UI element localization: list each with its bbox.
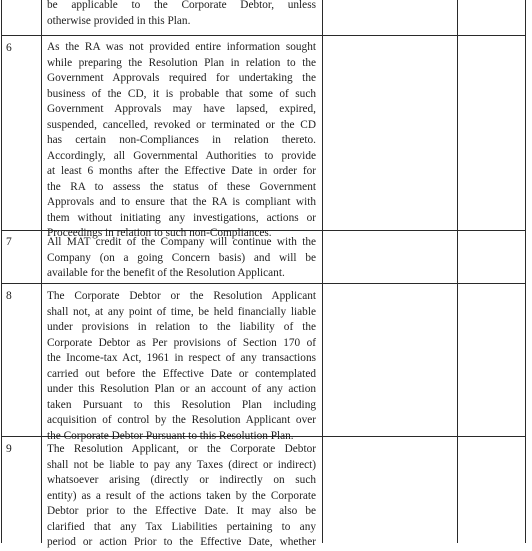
text-line: under provisions in relation to the liability of the: [47, 321, 316, 333]
text-line: business of the CD, it is probable that some of such: [47, 87, 316, 100]
text-line: As the RA was not provided entire information sought: [47, 41, 316, 53]
text-line: clarified that any Tax Liabilities pertaining to any: [47, 520, 316, 533]
text-line: Government Approvals may have lapsed, expired,: [47, 103, 316, 115]
text-line: Corporate Debtor as Per provisions of Section 170 of: [47, 336, 316, 349]
text-line: carried out before the Effective Date or contemplated: [47, 367, 316, 380]
text-line: them without initiating any investigations, actions or: [47, 211, 316, 224]
text-line: The Resolution Applicant, or the Corporate Debtor: [47, 443, 316, 455]
text-line: shall not be liable to pay any Taxes (direct or indirect): [47, 458, 316, 471]
table-column-divider: [41, 0, 42, 543]
text-line: Company (on a going Concern basis) and will be: [47, 251, 316, 264]
table-column-divider: [457, 0, 458, 543]
text-line: acquisition of control by the Resolution Applicant over: [47, 414, 316, 426]
text-line: taken Pursuant to this Resolution Plan including: [47, 398, 316, 411]
text-line: period or action Prior to the Effective Date, whether: [47, 536, 316, 548]
text-line: the Income-tax Act, 1961 in respect of any transactions: [47, 352, 316, 364]
table-row-divider: [1, 35, 526, 36]
text-line: be applicable to the Corporate Debtor, unless: [47, 0, 316, 11]
text-line: Proceedings in relation to such non-Compliances.: [47, 227, 272, 239]
table-column-divider: [322, 0, 323, 543]
text-line: whatsoever arising (directly or indirectly on such: [47, 474, 316, 486]
row-number: 7: [6, 236, 12, 248]
text-line: Government Approvals required for undertaking the: [47, 72, 316, 84]
text-line: All MAT credit of the Company will continue with the: [47, 236, 316, 248]
text-line: the RA to assess the status of these Government: [47, 180, 316, 193]
text-line: Approvals and to ensure that the RA is compliant with: [47, 196, 316, 208]
table-border-left: [1, 0, 2, 543]
text-line: shall not, at any point of time, be held financially liable: [47, 305, 316, 318]
row-number: 6: [6, 42, 12, 54]
text-line: Accordingly, all Governmental Authorities to provide: [47, 149, 316, 162]
text-line: at least 6 months after the Effective Date in order for: [47, 165, 316, 177]
text-line: has certain non-Compliances in relation thereto.: [47, 134, 316, 146]
text-line: while preparing the Resolution Plan in relation to the: [47, 56, 316, 69]
text-line: under this Resolution Plan or an account of any action: [47, 383, 316, 395]
row-number: 8: [6, 290, 12, 302]
text-line: Debtor prior to the Effective Date. It may also be: [47, 505, 316, 517]
table-cell-text: [47, 0, 316, 29]
text-line: otherwise provided in this Plan.: [47, 14, 191, 27]
text-line: entity) as a result of the actions taken by the Corporate: [47, 489, 316, 502]
table-cell-text: [47, 442, 316, 551]
table-column-divider: [525, 0, 526, 543]
text-line: suspended, cancelled, revoked or terminated or the CD: [47, 118, 316, 131]
text-line: The Corporate Debtor or the Resolution Applicant: [47, 290, 316, 302]
table-cell-text: [47, 289, 316, 444]
text-line: the Corporate Debtor Pursuant to this Resolution Plan.: [47, 429, 294, 442]
row-number: 9: [6, 443, 12, 455]
table-row-divider: [1, 283, 526, 284]
table-cell-text: [47, 235, 316, 282]
text-line: available for the benefit of the Resolution Applicant.: [47, 267, 285, 279]
table-cell-text: [47, 40, 316, 242]
